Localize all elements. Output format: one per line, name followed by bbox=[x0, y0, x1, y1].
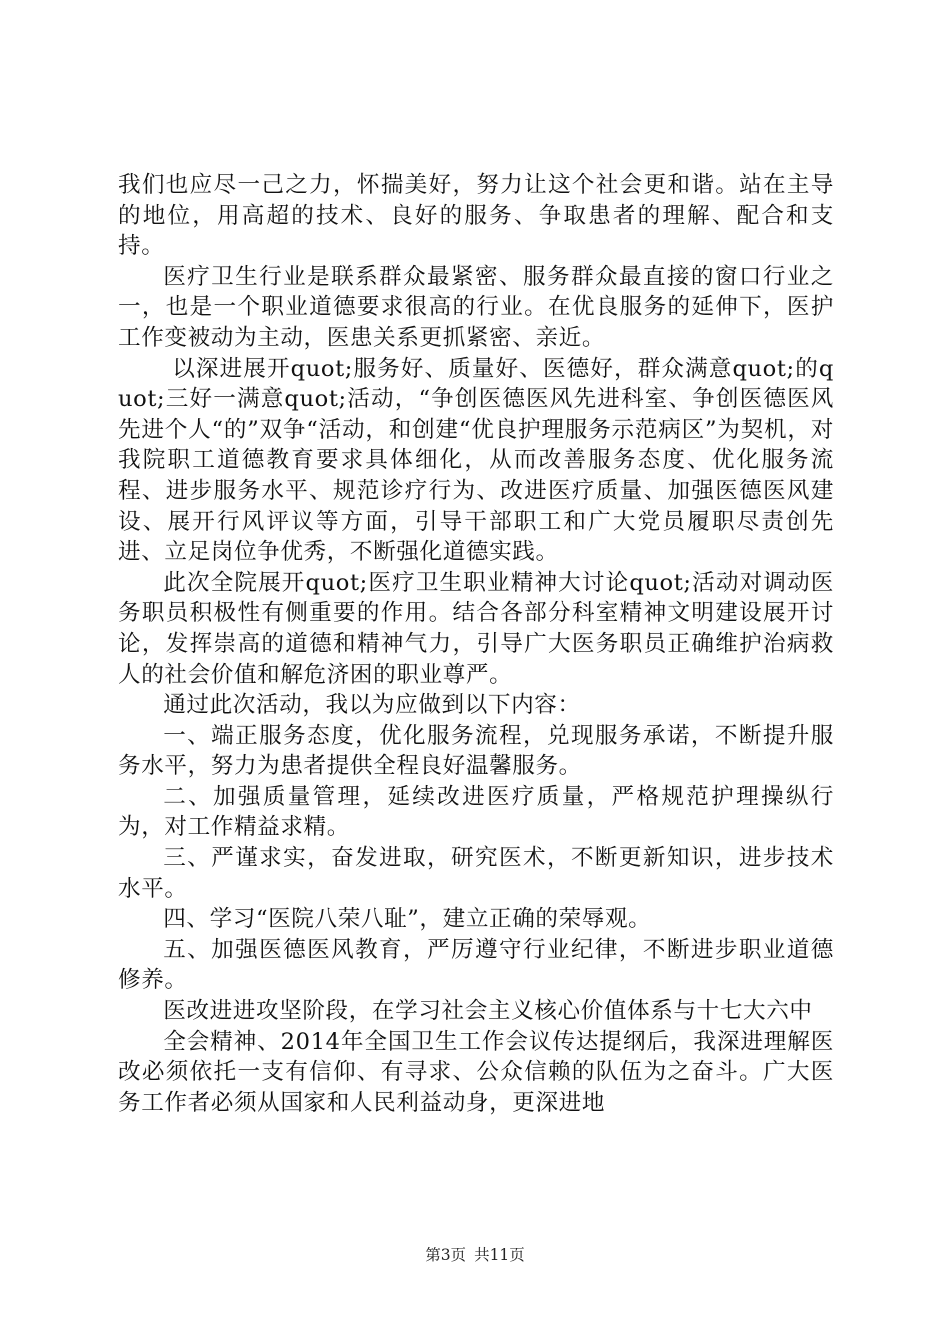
list-item-paragraph: 二、加强质量管理，延续改进医疗质量，严格规范护理操纵行为，对工作精益求精。 bbox=[118, 783, 834, 841]
paragraph: 此次全院展开quot;医疗卫生职业精神大讨论quot;活动对调动医务职员积极性有侧重要的作用。结合各部分科室精神文明建设展开讨论，发挥崇高的道德和精神气力，引导广大医务职员正确维护治病救人的社会价值和解危济困的职业尊严。 bbox=[118, 569, 834, 688]
list-item-paragraph: 三、严谨求实，奋发进取，研究医术，不断更新知识，进步技术水平。 bbox=[118, 845, 834, 902]
list-item-paragraph: 四、学习“医院八荣八耻”，建立正确的荣辱观。 bbox=[163, 906, 652, 933]
list-item-paragraph: 五、加强医德医风教育，严厉遵守行业纪律，不断进步职业道德修养。 bbox=[118, 936, 834, 994]
page-number: 第3页 bbox=[425, 1246, 467, 1264]
paragraph: 医疗卫生行业是联系群众最紧密、服务群众最直接的窗口行业之一，也是一个职业道德要求很高的行业。在优良服务的延伸下，医护工作变被动为主动，医患关系更抓紧密、亲近。 bbox=[118, 263, 834, 351]
page-total: 共11页 bbox=[474, 1246, 525, 1264]
paragraph: 通过此次活动，我以为应做到以下内容： bbox=[163, 692, 581, 719]
paragraph: 医改进进攻坚阶段，在学习社会主义核心价值体系与十七大六中 bbox=[163, 998, 813, 1025]
paragraph: 我们也应尽一己之力，怀揣美好，努力让这个社会更和谐。站在主导的地位，用高超的技术、良好的服务、争取患者的理解、配合和支持。 bbox=[118, 172, 834, 260]
paragraph: 以深进展开quot;服务好、质量好、医德好，群众满意quot;的quot;三好一满意quot;活动，“争创医德医风先进科室、争创医德医风先进个人“的”双争“活动，和创建“优良护理服务示范病区”为契机，对我院职工道德教育要求具体细化，从而改善服务态度、优化服务流程、进步服务水平、规范诊疗行为、改进医疗质量、加强医德医风建设、展开行风评议等方面，引导干部职工和广大党员履职尽责创先进、立足岗位争优秀，不断强化道德实践。 bbox=[118, 355, 834, 566]
paragraph: 全会精神、2014年全国卫生工作会议传达提纲后，我深进理解医改必须依托一支有信仰、有寻求、公众信赖的队伍为之奋斗。广大医务工作者必须从国家和人民利益动身，更深进地 bbox=[118, 1028, 834, 1116]
document-body bbox=[118, 170, 834, 1118]
page-footer bbox=[0, 1243, 950, 1265]
list-item-paragraph: 一、端正服务态度，优化服务流程，兑现服务承诺，不断提升服务水平，努力为患者提供全程良好温馨服务。 bbox=[118, 722, 834, 780]
